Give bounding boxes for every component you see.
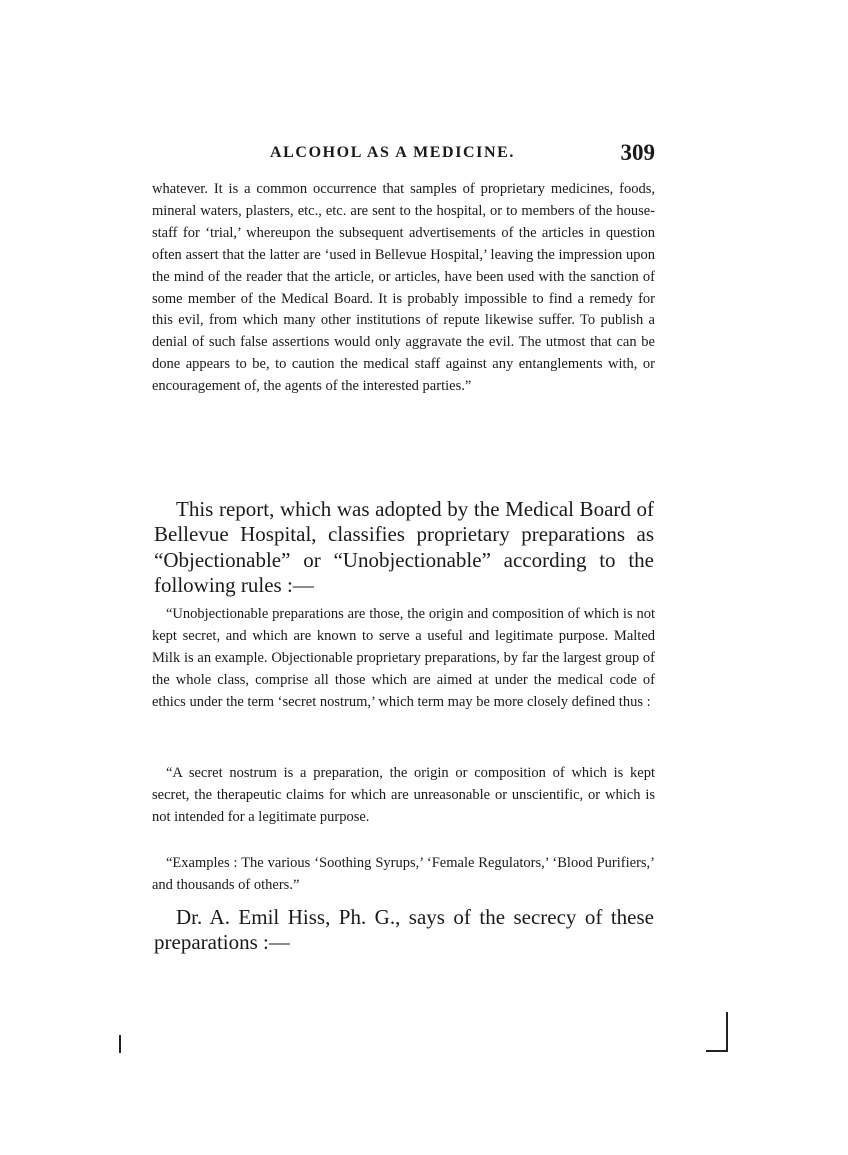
body-paragraph-2: Dr. A. Emil Hiss, Ph. G., says of the secrecy of these preparations :— — [154, 905, 654, 955]
corner-crop-mark — [706, 1012, 728, 1052]
page-number: 309 — [620, 140, 655, 165]
quoted-paragraph-1: whatever. It is a common occurrence that samples of proprietary medicines, foods, mineral waters, plasters, etc., etc. are sent to the hospital, or to members of the house-staff for ‘trial,’ whereupon the subsequent advertisements of the articles in question often assert that the latter are ‘used in Bellevue Hospital,’ leaving the impression upon the mind of the reader that the article, or articles, have been used with the sanction of some member of the Medical Board. It is probably impossible to find a remedy for this evil, from which many other institutions of repute likewise suffer. To publish a denial of such false assertions would only aggravate the evil. The utmost that can be done appears to be, to caution the medical staff against any entanglements with, or encouragement of, the agents of the interested parties.” — [152, 181, 655, 395]
quoted-paragraph-3: “A secret nostrum is a preparation, the origin or composition of which is kept secret, the therapeutic claims for which are unreasonable or unscientific, or which is not intended for a legitimate purpose. — [152, 765, 655, 825]
body-paragraph-1: This report, which was adopted by the Medical Board of Bellevue Hospital, classifies proprietary preparations as “Objectionable” or “Unobjectionable” according to the following rules :— — [154, 497, 654, 597]
margin-mark — [119, 1035, 121, 1053]
quoted-paragraph-2: “Unobjectionable preparations are those, the origin and composition of which is not kept secret, and which are known to serve a useful and legitimate purpose. Malted Milk is an example. Objectionable proprietary preparations, by far the largest group of the whole class, comprise all those which are aimed at under the medical code of ethics under the term ‘secret nostrum,’ which term may be more closely defined thus : — [152, 606, 655, 710]
quoted-paragraph-4: “Examples : The various ‘Soothing Syrups,’ ‘Female Regulators,’ ‘Blood Purifiers,’ and thousands of others.” — [152, 855, 655, 893]
running-head: ALCOHOL AS A MEDICINE. — [270, 144, 516, 161]
page-header — [152, 140, 655, 170]
